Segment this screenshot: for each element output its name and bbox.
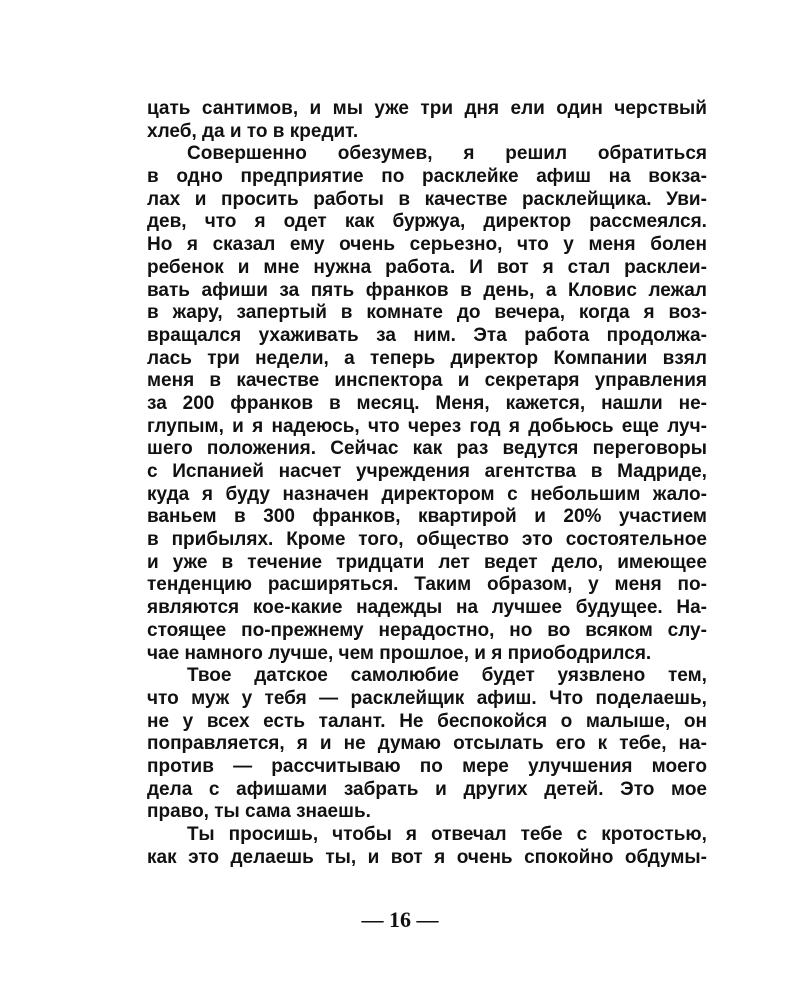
text-line: цать сантимов, и мы уже три дня ели один черствый	[147, 98, 707, 119]
text-line: меня в качестве инспектора и секретаря управления	[147, 370, 707, 392]
text-line: ваньем в 300 франков, квартирой и 20% участием	[147, 506, 707, 528]
text-line: вращался ухаживать за ним. Эта работа продолжа-	[147, 324, 707, 346]
text-line: Твое датское самолюбие будет уязвлено тем,	[187, 665, 707, 687]
text-line: тенденцию расширяться. Таким образом, у меня по-	[147, 574, 707, 596]
text-line: за 200 франков в месяц. Меня, кажется, нашли не-	[147, 392, 707, 414]
text-line: лах и просить работы в качестве расклейщика. Уви-	[147, 188, 707, 210]
text-line: ребенок и мне нужна работа. И вот я стал расклеи-	[147, 256, 707, 278]
text-line: хлеб, да и то в кредит.	[147, 120, 359, 142]
text-line: Ты просишь, чтобы я отвечал тебе с кротостью,	[187, 824, 707, 845]
text-line: чае намного лучше, чем прошлое, и я приободрился.	[147, 642, 652, 664]
text-line: стоящее по-прежнему нерадостно, но во всяком слу-	[147, 619, 707, 641]
text-line: лась три недели, а теперь директор Компании взял	[147, 347, 707, 369]
page-number: — 16 —	[361, 907, 439, 932]
text-line: шего положения. Сейчас как раз ведутся переговоры	[147, 438, 707, 460]
text-line: куда я буду назначен директором с небольшим жало-	[147, 483, 707, 505]
text-line: поправляется, я и не думаю отсылать его к тебе, на-	[147, 733, 707, 755]
text-line: против — рассчитываю по мере улучшения моего	[147, 755, 707, 777]
text-line: и уже в течение тридцати лет ведет дело, имеющее	[147, 551, 707, 573]
text-line: Но я сказал ему очень серьезно, что у меня болен	[147, 234, 707, 256]
text-line: вать афиши за пять франков в день, а Кловис лежал	[147, 279, 707, 301]
text-line: в жару, запертый в комнате до вечера, когда я воз-	[147, 302, 707, 324]
text-line: не у всех есть талант. Не беспокойся о малыше, он	[147, 710, 707, 732]
text-line: являются кое-какие надежды на лучшее будущее. На-	[147, 597, 707, 619]
text-line: глупым, и я надеюсь, что через год я добьюсь еще луч-	[147, 415, 707, 437]
text-line: дела с афишами забрать и других детей. Это мое	[147, 778, 707, 800]
text-line: с Испанией насчет учреждения агентства в Мадриде,	[147, 461, 707, 482]
body-text	[147, 98, 707, 869]
text-line: право, ты сама знаешь.	[147, 801, 371, 823]
text-line: в прибылях. Кроме того, общество это состоятельное	[147, 529, 707, 551]
text-line: дев, что я одет как буржуа, директор рассмеялся.	[147, 211, 707, 233]
text-line: что муж у тебя — расклейщик афиш. Что поделаешь,	[147, 687, 707, 709]
text-line: Совершенно обезумев, я решил обратиться	[187, 143, 707, 165]
text-line: в одно предприятие по расклейке афиш на вокза-	[147, 166, 707, 188]
text-line: как это делаешь ты, и вот я очень спокойно обдумы-	[147, 846, 707, 868]
